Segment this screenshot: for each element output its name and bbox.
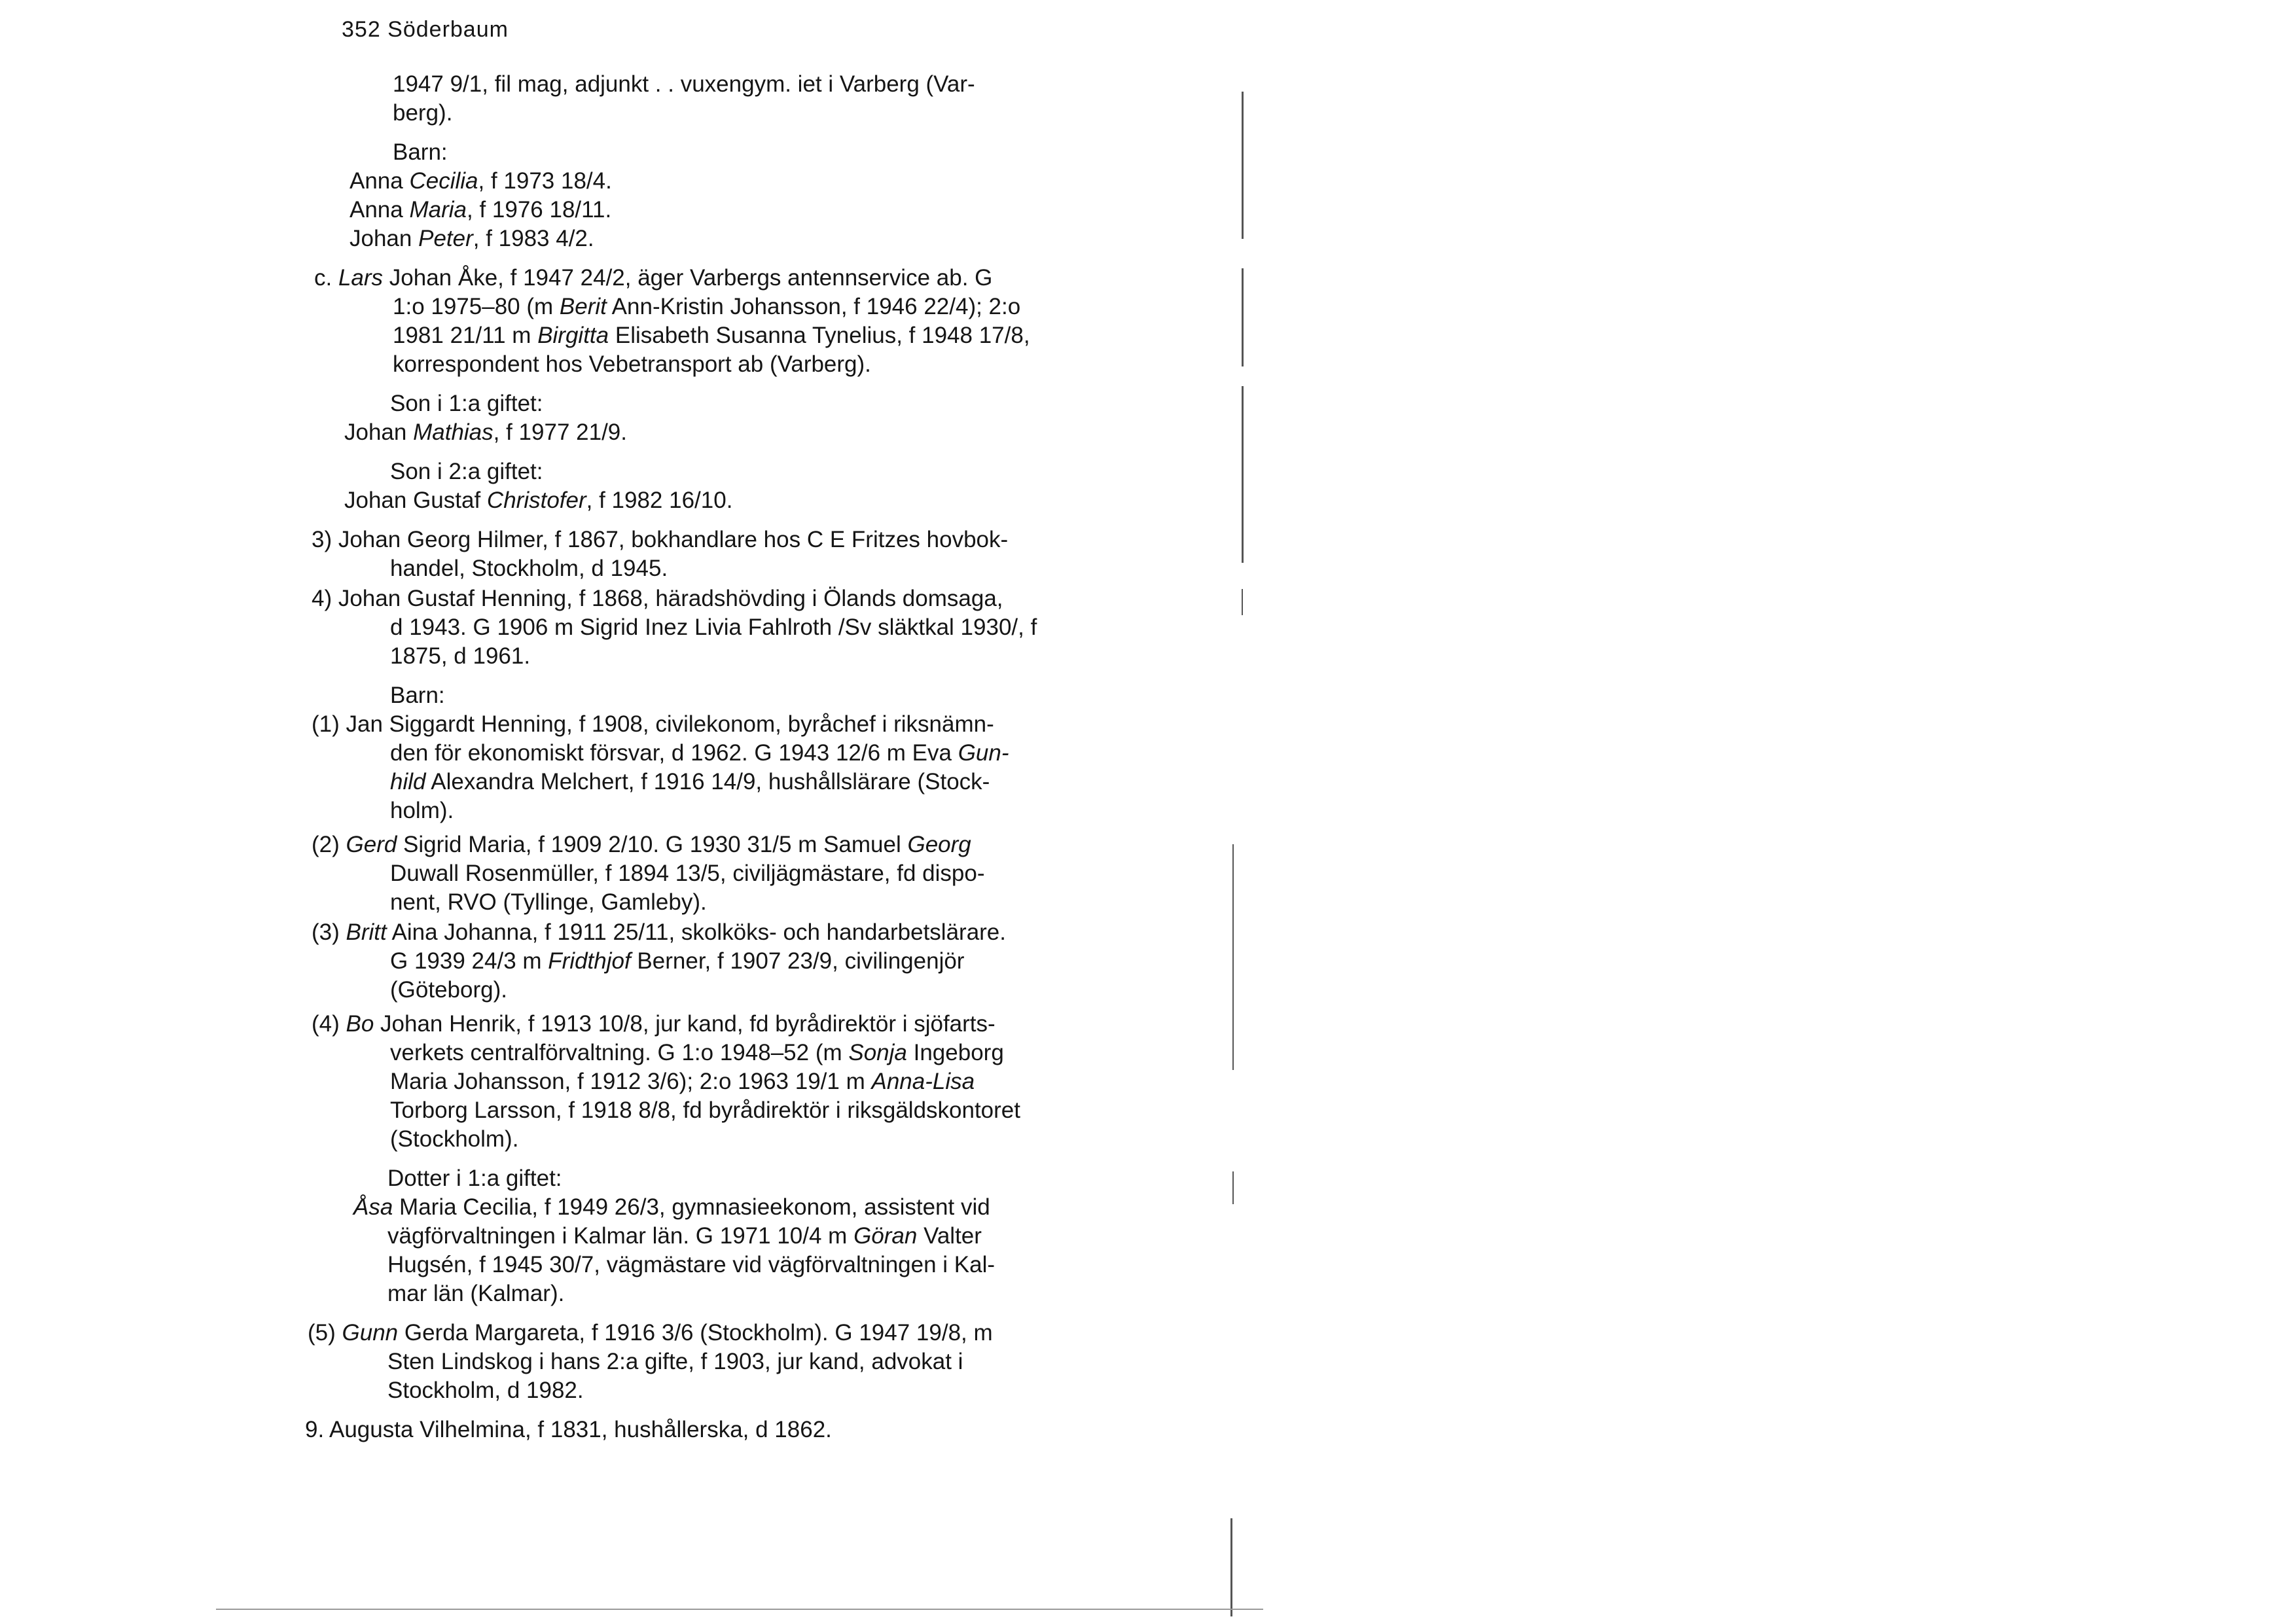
italic-name: Peter <box>418 226 473 251</box>
line-text: Duwall Rosenmüller, f 1894 13/5, civiljägmästare, fd dispo- <box>390 861 985 886</box>
scan-artifact <box>1242 386 1244 563</box>
italic-name: Lars <box>338 265 384 291</box>
line-text: (2) <box>312 832 346 857</box>
line-text: Anna <box>350 197 410 223</box>
text-line <box>350 225 594 253</box>
text-line <box>390 948 964 975</box>
scan-artifact <box>1232 1171 1234 1204</box>
text-line <box>390 643 530 670</box>
text-line <box>390 740 1009 767</box>
line-text: Hugsén, f 1945 30/7, vägmästare vid vägförvaltningen i Kal- <box>387 1252 996 1277</box>
line-text: Aina Johanna, f 1911 25/11, skolköks- och handarbetslärare. <box>386 919 1006 945</box>
text-line <box>312 919 1006 946</box>
italic-name: Maria <box>409 197 467 223</box>
scan-artifact <box>1242 589 1243 615</box>
line-text: , f 1982 16/10. <box>586 488 733 513</box>
text-line <box>390 889 707 916</box>
text-line <box>312 1010 996 1038</box>
text-line <box>312 585 1003 613</box>
italic-name: Cecilia <box>409 168 478 194</box>
text-line <box>353 1194 990 1221</box>
line-text: korrespondent hos Vebetransport ab (Varberg). <box>393 351 871 377</box>
line-text: Son i 1:a giftet: <box>390 391 543 416</box>
line-text: Johan <box>350 226 419 251</box>
line-text: Valter <box>917 1223 982 1249</box>
text-line <box>387 1165 562 1192</box>
line-text: 1947 9/1, fil mag, adjunkt . . vuxengym. iet i Varberg (Var- <box>393 71 975 97</box>
scan-artifact <box>1242 268 1244 366</box>
italic-name: Gunn <box>342 1320 399 1346</box>
italic-name: Sonja <box>848 1040 907 1065</box>
scan-artifact <box>1232 1008 1234 1070</box>
line-text: (4) <box>312 1011 346 1037</box>
line-text: Berner, f 1907 23/9, civilingenjör <box>630 948 965 974</box>
text-line <box>387 1251 995 1279</box>
line-text: Gerda Margareta, f 1916 3/6 (Stockholm). G 1947 19/8, m <box>398 1320 993 1346</box>
italic-name: Georg <box>907 832 971 857</box>
line-text: handel, Stockholm, d 1945. <box>390 556 668 581</box>
line-text: Sten Lindskog i hans 2:a gifte, f 1903, jur kand, advokat i <box>387 1349 963 1374</box>
line-text: 1981 21/11 m <box>393 323 538 348</box>
line-text: vägförvaltningen i Kalmar län. G 1971 10/4 m <box>387 1223 854 1249</box>
line-text: , f 1977 21/9. <box>493 419 627 445</box>
line-text: G 1939 24/3 m <box>390 948 548 974</box>
italic-name: Anna-Lisa <box>871 1069 975 1094</box>
line-text: Dotter i 1:a giftet: <box>387 1166 562 1191</box>
text-line <box>314 264 992 292</box>
line-text: Barn: <box>390 683 445 708</box>
italic-name: hild <box>390 769 426 794</box>
line-text: Maria Johansson, f 1912 3/6); 2:o 1963 19/1 m <box>390 1069 872 1094</box>
scan-artifact <box>1230 1518 1232 1616</box>
italic-name: Gun- <box>958 740 1009 766</box>
line-text: Ingeborg <box>906 1040 1004 1065</box>
italic-name: Gerd <box>346 832 397 857</box>
line-text: Barn: <box>393 139 448 165</box>
italic-name: Åsa <box>353 1194 393 1220</box>
line-text: , f 1976 18/11. <box>467 197 612 223</box>
italic-name: Christofer <box>486 488 586 513</box>
text-line <box>390 860 985 887</box>
text-line <box>305 1416 832 1444</box>
text-line <box>387 1222 982 1250</box>
line-text: (Stockholm). <box>390 1126 519 1152</box>
scan-artifact <box>1242 92 1244 239</box>
scan-bottom-rule <box>216 1609 1263 1610</box>
text-line <box>393 99 452 127</box>
text-line <box>387 1280 564 1308</box>
text-line <box>344 419 627 446</box>
text-line <box>390 1126 518 1153</box>
line-text: 4) Johan Gustaf Henning, f 1868, häradshövding i Ölands domsaga, <box>312 586 1003 611</box>
line-text: (Göteborg). <box>390 977 507 1003</box>
italic-name: Birgitta <box>537 323 609 348</box>
text-line <box>390 797 454 825</box>
line-text: Sigrid Maria, f 1909 2/10. G 1930 31/5 m Samuel <box>397 832 908 857</box>
line-text: mar län (Kalmar). <box>387 1281 565 1306</box>
text-line <box>350 168 612 195</box>
text-line <box>393 293 1020 321</box>
text-line <box>390 1068 975 1096</box>
line-text: 9. Augusta Vilhelmina, f 1831, hushållerska, d 1862. <box>305 1417 832 1442</box>
line-text: holm). <box>390 798 454 823</box>
line-text: Maria Cecilia, f 1949 26/3, gymnasieekonom, assistent vid <box>393 1194 990 1220</box>
text-line <box>393 139 448 166</box>
italic-name: Mathias <box>413 419 493 445</box>
text-line <box>390 768 990 796</box>
line-text: Anna <box>350 168 410 194</box>
line-text: 3) Johan Georg Hilmer, f 1867, bokhandlare hos C E Fritzes hovbok- <box>312 527 1009 552</box>
text-line <box>390 458 543 486</box>
line-text: 1:o 1975–80 (m <box>393 294 560 319</box>
italic-name: Britt <box>346 919 387 945</box>
italic-name: Berit <box>559 294 607 319</box>
text-line <box>390 976 507 1004</box>
line-text: (5) <box>308 1320 342 1346</box>
line-text: Johan <box>344 419 414 445</box>
line-text: Johan Henrik, f 1913 10/8, jur kand, fd byrådirektör i sjöfarts- <box>374 1011 996 1037</box>
running-head: 352 Söderbaum <box>342 17 509 42</box>
line-text: 1875, d 1961. <box>390 643 531 669</box>
text-line <box>387 1348 963 1376</box>
line-text: , f 1973 18/4. <box>478 168 612 194</box>
line-text: Alexandra Melchert, f 1916 14/9, hushållslärare (Stock- <box>425 769 990 794</box>
text-line <box>312 711 994 738</box>
line-text: Stockholm, d 1982. <box>387 1378 584 1403</box>
text-line <box>393 71 975 98</box>
line-text: nent, RVO (Tyllinge, Gamleby). <box>390 889 707 915</box>
text-line <box>390 1039 1004 1067</box>
text-line <box>390 555 668 582</box>
line-text: verkets centralförvaltning. G 1:o 1948–52 (m <box>390 1040 849 1065</box>
text-line <box>312 526 1008 554</box>
line-text: den för ekonomiskt försvar, d 1962. G 1943 12/6 m Eva <box>390 740 958 766</box>
text-line <box>390 1097 1020 1124</box>
text-line <box>312 831 971 859</box>
italic-name: Göran <box>853 1223 918 1249</box>
line-text: berg). <box>393 100 453 126</box>
text-line <box>350 196 611 224</box>
text-line <box>308 1319 993 1347</box>
line-text: (1) Jan Siggardt Henning, f 1908, civilekonom, byråchef i riksnämn- <box>312 711 994 737</box>
line-text: Ann-Kristin Johansson, f 1946 22/4); 2:o <box>606 294 1021 319</box>
text-line <box>393 322 1030 349</box>
text-line <box>390 390 543 418</box>
text-line <box>393 351 871 378</box>
line-text: c. <box>314 265 338 291</box>
text-line <box>344 487 732 514</box>
line-text: Johan Gustaf <box>344 488 487 513</box>
line-text: (3) <box>312 919 346 945</box>
text-line <box>390 614 1037 641</box>
text-line <box>387 1377 584 1404</box>
line-text: Elisabeth Susanna Tynelius, f 1948 17/8, <box>609 323 1030 348</box>
line-text: Johan Åke, f 1947 24/2, äger Varbergs antennservice ab. G <box>383 265 993 291</box>
line-text: , f 1983 4/2. <box>473 226 594 251</box>
text-line <box>390 682 445 709</box>
italic-name: Fridthjof <box>548 948 631 974</box>
line-text: Torborg Larsson, f 1918 8/8, fd byrådirektör i riksgäldskontoret <box>390 1097 1020 1123</box>
line-text: Son i 2:a giftet: <box>390 459 543 484</box>
italic-name: Bo <box>346 1011 374 1037</box>
line-text: d 1943. G 1906 m Sigrid Inez Livia Fahlroth /Sv släktkal 1930/, f <box>390 615 1037 640</box>
